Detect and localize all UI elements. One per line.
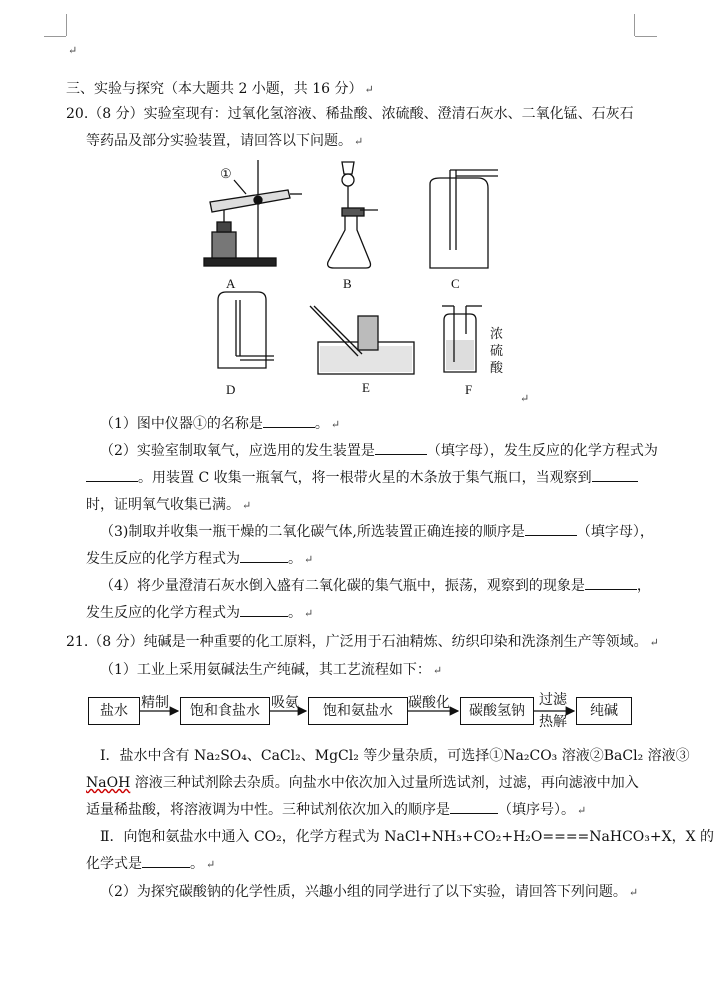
flow-box-soda-ash: 纯碱 [576,697,632,725]
q20-part3-line1: （3)制取并收集一瓶干燥的二氧化碳气体,所选装置正确连接的顺序是 （填字母）， [100,524,654,540]
flow-box-brine: 盐水 [88,697,140,725]
label-f: F [465,382,473,397]
answer-blank[interactable] [142,855,190,868]
q20-part4-line1: （4）将少量澄清石灰水倒入盛有二氧化碳的集气瓶中，振荡，观察到的现象是 ， [100,578,651,594]
q21-ii-line2: 化学式是 。 ↵ [86,856,216,872]
q20-part2-line3: 时，证明氧气收集已满。 ↵ [86,497,252,513]
label-b: B [343,276,352,291]
label-a: A [226,276,236,291]
section-title: 三、实验与探究（本大题共 2 小题，共 16 分） ↵ [66,81,374,97]
q20-part2-line2: 。用装置 C 收集一瓶氧气，将一根带火星的木条放于集气瓶口，当观察到 [86,467,638,487]
q20-part3-line2: 发生反应的化学方程式为 。 ↵ [86,551,314,567]
paragraph-mark: ↵ [68,44,78,57]
q21-ii-line1: Ⅱ．向饱和氨盐水中通入 CO₂，化学方程式为 NaCl+NH₃+CO₂+H₂O====NaHCO₃+X，X 的 [100,829,715,845]
apparatus-f-label-2: 硫 [490,344,504,359]
flow-box-sodium-bicarbonate: 碳酸氢钠 [460,697,534,725]
q20-stem-line2: 等药品及部分实验装置，请回答以下问题。 ↵ [86,133,364,149]
flow-step-absorb-ammonia: 吸氨 [271,695,299,711]
apparatus-f-label-1: 浓 [490,327,504,342]
flow-step-filter: 过滤 [539,692,567,708]
q20-part4-line2: 发生反应的化学方程式为 。 ↵ [86,605,314,621]
apparatus-f-label-3: 酸 [490,361,504,376]
answer-blank[interactable] [450,801,498,814]
flow-step-refine: 精制 [141,695,169,711]
q20-part1: （1）图中仪器①的名称是 。 ↵ [100,416,341,432]
paragraph-mark: ↵ [520,392,530,405]
q21-part2: （2）为探究碳酸钠的化学性质，兴趣小组的同学进行了以下实验，请回答下列问题。 ↵ [100,884,639,900]
q21-intro: 21.（8 分）纯碱是一种重要的化工原料，广泛用于石油精炼、纺织印染和洗涤剂生产等领域。 ↵ [66,634,659,650]
flow-step-pyrolysis: 热解 [539,714,567,730]
label-c: C [451,276,460,291]
q21-i-line1: Ⅰ．盐水中含有 Na₂SO₄、CaCl₂、MgCl₂ 等少量杂质，可选择①Na₂CO₃ 溶液②BaCl₂ 溶液③ [100,748,690,764]
flow-box-saturated-brine: 饱和食盐水 [180,697,270,725]
instrument-marker: ① [220,167,232,182]
q20-part2-line1: （2）实验室制取氧气，应选用的发生装置是 （填字母），发生反应的化学方程式为 [100,443,658,459]
flow-box-ammoniated-brine: 饱和氨盐水 [308,697,408,725]
q20-stem-line1: 20.（8 分）实验室现有：过氧化氢溶液、稀盐酸、浓硫酸、澄清石灰水、二氧化锰、石灰石 [66,106,634,122]
q21-i-line2: NaOH 溶液三种试剂除去杂质。向盐水中依次加入过量所选试剂，过滤，再向滤液中加入 [86,775,639,791]
label-e: E [362,380,370,395]
q21-i-line3: 适量稀盐酸，将溶液调为中性。三种试剂依次加入的顺序是 （填序号）。 ↵ [86,802,587,818]
q21-part1: （1）工业上采用氨碱法生产纯碱，其工艺流程如下： ↵ [100,662,443,678]
flow-step-carbonation: 碳酸化 [408,695,450,711]
label-d: D [226,382,236,397]
